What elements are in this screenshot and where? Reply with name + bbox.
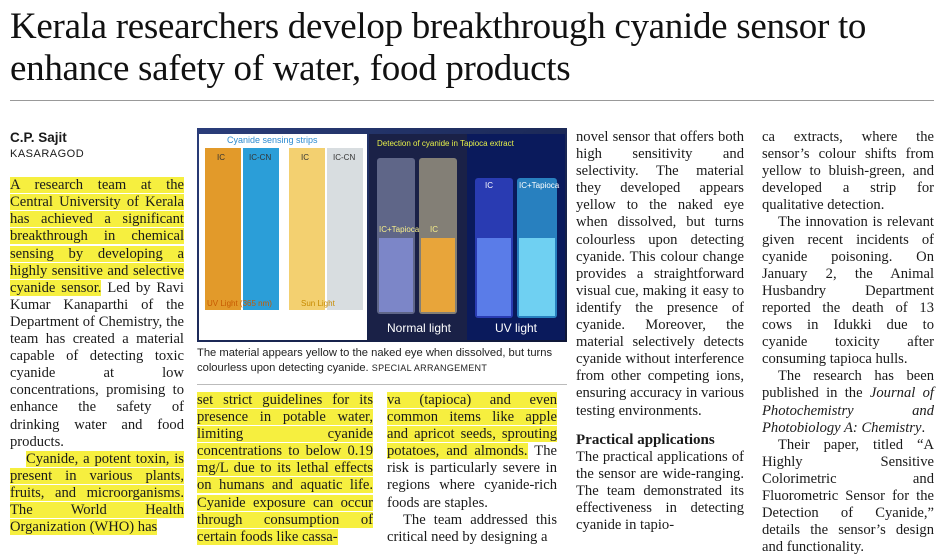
- article-column-1: [10, 129, 184, 545]
- paragraph-intro: [10, 177, 184, 451]
- paragraph-text: .: [921, 419, 926, 436]
- photo-credit: SPECIAL ARRANGEMENT: [371, 362, 488, 373]
- paragraph-team: The team addressed this critical need by designing a: [387, 511, 557, 545]
- article-column-2: [197, 392, 373, 545]
- vial-label: IC+Tapioca: [519, 181, 560, 190]
- strip-iccn-uv: [243, 148, 279, 310]
- caption-text: The material appears yellow to the naked eye when dissolved, but turns colourless upon detecting cyanide.: [197, 347, 553, 374]
- sun-light-label: Sun Light: [301, 299, 335, 308]
- paragraph-text: Led by Ravi Kumar Kanaparthi of the Department of Chemistry, the team has created a material capable of detecting toxic cyanide at low concentrations, promising to enhance the safety of drinking water and food products.: [10, 279, 184, 450]
- article-column-5: [762, 129, 934, 556]
- caption-rule: [197, 384, 567, 385]
- tapioca-title: Detection of cyanide in Tapioca extract: [377, 139, 514, 148]
- normal-light-label: Normal light: [387, 321, 452, 335]
- subheading: Practical applications: [576, 431, 715, 448]
- highlighted-text: va (tapioca) and even common items like apple and apricot seeds, sprouting potatoes, and almonds.: [387, 392, 557, 460]
- vial-label: IC+Tapioca: [379, 225, 420, 234]
- paragraph-cyanide: [10, 451, 184, 536]
- paragraph-text: The research has been published in the: [762, 368, 934, 402]
- uv-strip-label: UV Light (365 nm): [207, 299, 272, 308]
- vial-label: IC: [485, 181, 493, 190]
- highlighted-text: A research team at the Central University of Kerala has achieved a significant breakthrough in chemical sensing by developing a highly sensitive and selective cyanide sensor.: [10, 177, 184, 296]
- sensor-photo: [197, 128, 567, 342]
- paragraph-published: [762, 368, 934, 436]
- uv-light-label: UV light: [495, 321, 538, 335]
- sensor-photo-graphic: [197, 128, 567, 342]
- paragraph-foods: [387, 392, 557, 512]
- strip-label: IC-CN: [333, 153, 356, 162]
- paragraph-tapioca: ca extracts, where the sensor’s colour shifts from yellow to bluish-green, and developed a strip for qualitative detection.: [762, 129, 934, 214]
- highlighted-text: set strict guidelines for its presence in potable water, limiting cyanide concentrations to below 0.19 mg/L due to its lethal effects on humans and aquatic life. Cyanide exposure can occur through consumption of certain foods like cassa-: [197, 392, 373, 545]
- strip-label: IC-CN: [249, 153, 272, 162]
- paragraph-sensor: novel sensor that offers both high sensitivity and selectivity. The material they developed appears yellow to the naked eye when dissolved, but turns colourless upon detecting cyanide. This colour change provides a straightforward visual cue, making it easy to identify the presence of cyanide. Moreover, the material selectively detects cyanide without interference from other competing ions, ensuring accuracy in various testing environments.: [576, 129, 744, 419]
- strip-ic-uv: [205, 148, 241, 310]
- headline-rule: [10, 100, 934, 101]
- paragraph-who: [197, 392, 373, 546]
- strip-label: IC: [301, 153, 309, 162]
- highlighted-text: a potent toxin, is present in various plants, fruits, and microorganisms. The World Health Organization (WHO) has: [10, 450, 184, 536]
- paragraph-paper: Their paper, titled “A Highly Sensitive Colorimetric and Fluorometric Sensor for the Detection of Cyanide,” details the sensor’s design and functionality.: [762, 436, 934, 556]
- byline: C.P. Sajit: [10, 130, 67, 145]
- photo-caption: [197, 346, 567, 375]
- vial-label: IC: [430, 225, 438, 234]
- paragraph-applications: The practical applications of the sensor are wide-ranging. The team demonstrated its effectiveness in detecting cyanide in tapio-: [576, 448, 744, 534]
- strip-ic-sun: [289, 148, 325, 310]
- paragraph-text: The risk is particularly severe in regions where cyanide-rich foods are staples.: [387, 443, 557, 511]
- paragraph-innovation: The innovation is relevant given recent incidents of cyanide poisoning. On January 2, the Animal Husbandry Department reported the death of 13 cows in Idukki due to cyanide toxicity after consuming tapioca hulls.: [762, 214, 934, 368]
- strips-title: Cyanide sensing strips: [227, 135, 318, 145]
- strip-iccn-sun: [327, 148, 363, 310]
- article-column-3: [387, 392, 557, 545]
- journal-name: Journal of Photochemistry and Photobiology A: Chemistry: [762, 385, 934, 436]
- dateline: KASARAGOD: [10, 148, 85, 161]
- headline: Kerala researchers develop breakthrough cyanide sensor to enhance safety of water, food products: [10, 6, 867, 89]
- article-column-4: [576, 129, 744, 545]
- strip-label: IC: [217, 153, 225, 162]
- highlighted-text: Cyanide,: [26, 450, 84, 467]
